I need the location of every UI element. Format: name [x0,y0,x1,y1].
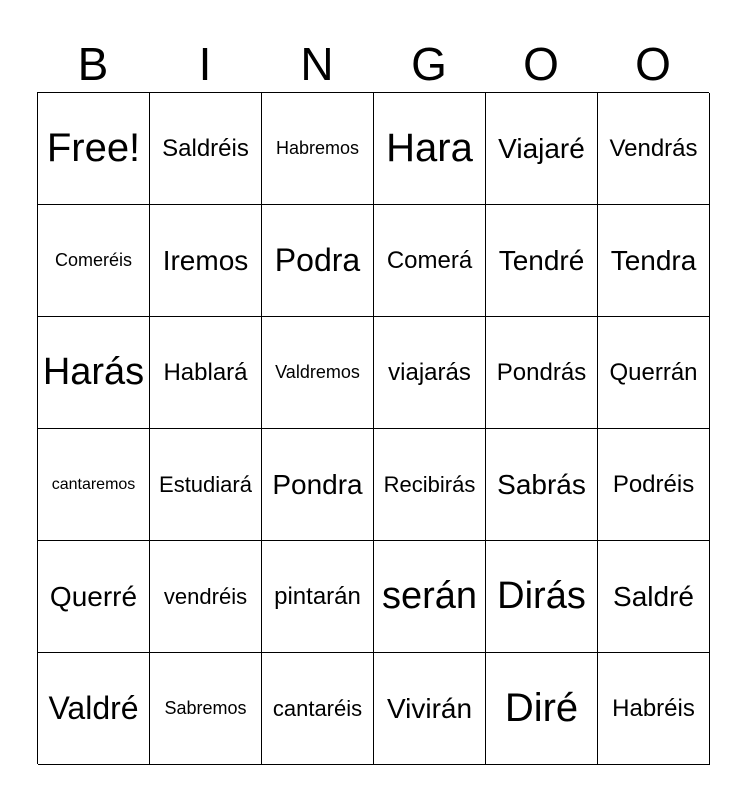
bingo-cell[interactable]: Hara [374,93,486,205]
bingo-cell[interactable]: Habremos [262,93,374,205]
bingo-cell[interactable]: Tendra [598,205,710,317]
bingo-board [37,92,709,764]
bingo-cell[interactable]: Hablará [150,317,262,429]
bingo-cell[interactable]: Sabremos [150,653,262,765]
bingo-cell[interactable]: Recibirás [374,429,486,541]
bingo-cell[interactable]: cantaremos [38,429,150,541]
bingo-cell[interactable]: cantaréis [262,653,374,765]
header-letter-o: O [523,38,559,90]
bingo-cell[interactable]: Saldréis [150,93,262,205]
bingo-cell[interactable]: Comerá [374,205,486,317]
bingo-cell[interactable]: Diré [486,653,598,765]
bingo-cell[interactable]: Vendrás [598,93,710,205]
bingo-header [37,36,709,92]
header-letter-b: B [77,38,109,90]
bingo-cell[interactable]: Querré [38,541,150,653]
bingo-cell-free[interactable]: Free! [38,93,150,205]
bingo-cell[interactable]: Iremos [150,205,262,317]
bingo-cell[interactable]: vendréis [150,541,262,653]
bingo-cell[interactable]: Saldré [598,541,710,653]
bingo-cell[interactable]: Viajaré [486,93,598,205]
bingo-cell[interactable]: Valdremos [262,317,374,429]
bingo-cell[interactable]: Estudiará [150,429,262,541]
bingo-cell[interactable]: Podra [262,205,374,317]
bingo-cell[interactable]: Querrán [598,317,710,429]
header-letter-o-2: O [635,38,671,90]
bingo-cell[interactable]: Tendré [486,205,598,317]
bingo-cell[interactable]: Podréis [598,429,710,541]
bingo-cell[interactable]: Valdré [38,653,150,765]
bingo-cell[interactable]: Dirás [486,541,598,653]
bingo-cell[interactable]: serán [374,541,486,653]
bingo-cell[interactable]: Comeréis [38,205,150,317]
bingo-cell[interactable]: Harás [38,317,150,429]
bingo-cell[interactable]: Sabrás [486,429,598,541]
bingo-cell[interactable]: Pondrás [486,317,598,429]
bingo-cell[interactable]: viajarás [374,317,486,429]
header-letter-n: N [300,38,334,90]
bingo-cell[interactable]: pintarán [262,541,374,653]
header-letter-i: I [198,38,212,90]
bingo-cell[interactable]: Pondra [262,429,374,541]
bingo-cell[interactable]: Vivirán [374,653,486,765]
header-letter-g: G [411,38,447,90]
bingo-cell[interactable]: Habréis [598,653,710,765]
